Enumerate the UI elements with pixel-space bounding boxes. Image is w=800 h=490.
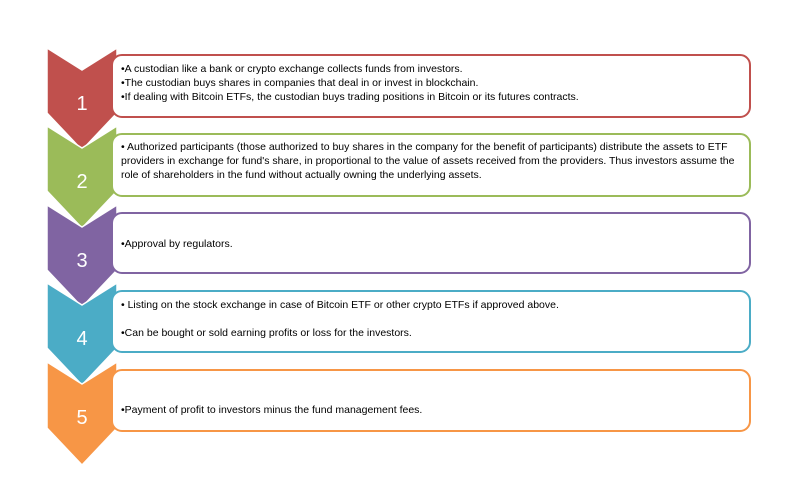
step-4-line: •Can be bought or sold earning profits or loss for the investors. [121, 327, 412, 339]
step-5-box [112, 370, 750, 431]
step-2-number: 2 [76, 171, 88, 193]
step-4-text [121, 298, 745, 340]
step-3-line: •Approval by regulators. [121, 238, 233, 250]
step-5-text [121, 403, 745, 417]
step-4-line: • Listing on the stock exchange in case of Bitcoin ETF or other crypto ETFs if approved above. [121, 299, 559, 311]
step-1-line: •The custodian buys shares in companies that deal in or invest in blockchain. [121, 77, 479, 89]
step-4-line [121, 312, 745, 326]
step-5-line: •Payment of profit to investors minus the fund management fees. [121, 404, 423, 416]
step-1-line: •If dealing with Bitcoin ETFs, the custodian buys trading positions in Bitcoin or its futures contracts. [121, 91, 579, 103]
step-2-text [121, 140, 745, 182]
step-3-number: 3 [76, 250, 88, 272]
step-3-text [121, 237, 745, 251]
step-5-number: 5 [76, 407, 88, 429]
step-2-line: • Authorized participants (those authorized to buy shares in the company for the benefit of participants) distribute the assets to ETF providers in exchange for fund's share, in proportional to the value of assets received from the providers. Thus investors assume the role of shareholders in the fund without actually owning the underlying assets. [121, 141, 735, 181]
step-1-number: 1 [76, 93, 88, 115]
step-1-text [121, 62, 745, 104]
step-1-line: •A custodian like a bank or crypto exchange collects funds from investors. [121, 63, 463, 75]
step-4-number: 4 [76, 328, 88, 350]
